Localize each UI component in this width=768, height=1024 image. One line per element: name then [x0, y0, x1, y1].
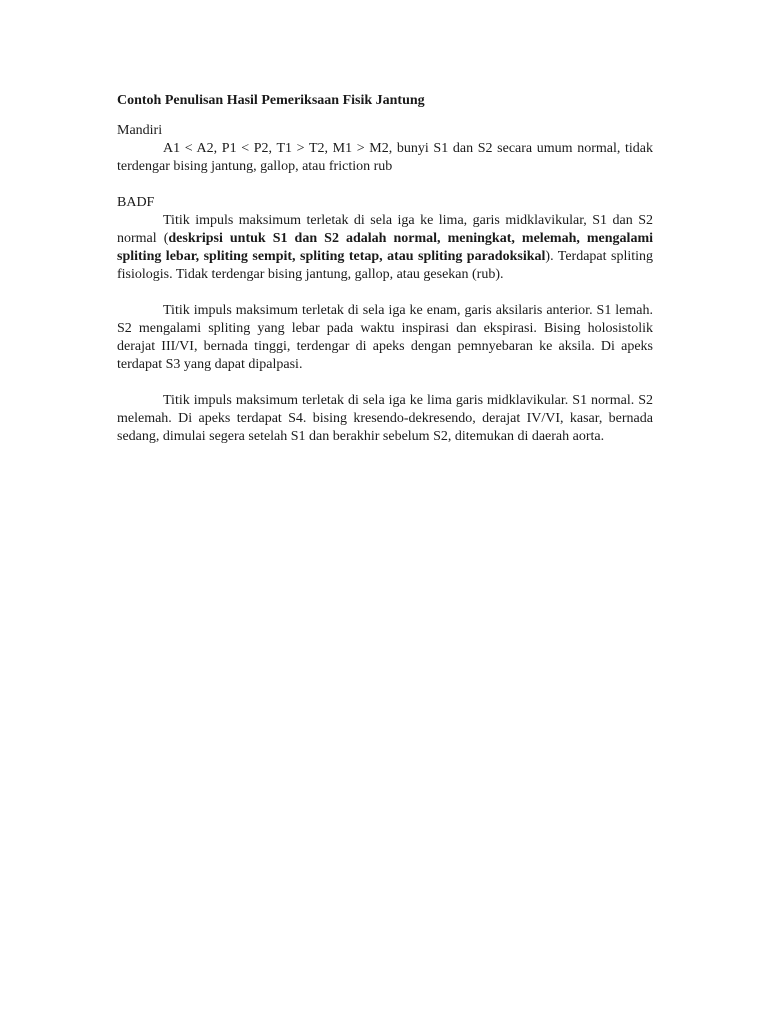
- paragraph-badf-1: [117, 212, 653, 284]
- paragraph-badf-1-bold: deskripsi untuk S1 dan S2 adalah normal, meningkat, melemah, mengalami spliting lebar, spliting sempit, spliting tetap, atau spliting paradoksikal: [117, 231, 653, 264]
- paragraph-badf-1-start: Titik impuls maksimum terletak di sela iga ke lima, garis midklavikular, S1 dan S2 normal (: [117, 213, 653, 246]
- paragraph-mandiri: A1 < A2, P1 < P2, T1 > T2, M1 > M2, bunyi S1 dan S2 secara umum normal, tidak terdengar bising jantung, gallop, atau friction rub: [117, 141, 653, 174]
- paragraph-badf-2: Titik impuls maksimum terletak di sela iga ke enam, garis aksilaris anterior. S1 lemah. S2 mengalami spliting yang lebar pada waktu inspirasi dan ekspirasi. Bising holosistolik derajat III/VI, bernada tinggi, terdengar di apeks dengan pemnyebaran ke aksila. Di apeks terdapat S3 yang dapat dipalpasi.: [117, 303, 653, 372]
- spacer: [117, 374, 653, 392]
- section-label-mandiri: Mandiri: [117, 123, 163, 138]
- paragraph-badf-3: Titik impuls maksimum terletak di sela iga ke lima garis midklavikular. S1 normal. S2 melemah. Di apeks terdapat S4. bising kresendo-dekresendo, derajat IV/VI, kasar, bernada sedang, dimulai segera setelah S1 dan berakhir sebelum S2, ditemukan di daerah aorta.: [117, 393, 653, 444]
- document-title: Contoh Penulisan Hasil Pemeriksaan Fisik Jantung: [117, 93, 425, 108]
- spacer: [117, 176, 653, 194]
- spacer: [117, 284, 653, 302]
- section-label-badf: BADF: [117, 195, 155, 210]
- paragraph-badf-1-end: ). Terdapat spliting fisiologis. Tidak terdengar bising jantung, gallop, atau gesekan (rub).: [117, 249, 654, 282]
- document-body: [117, 92, 653, 446]
